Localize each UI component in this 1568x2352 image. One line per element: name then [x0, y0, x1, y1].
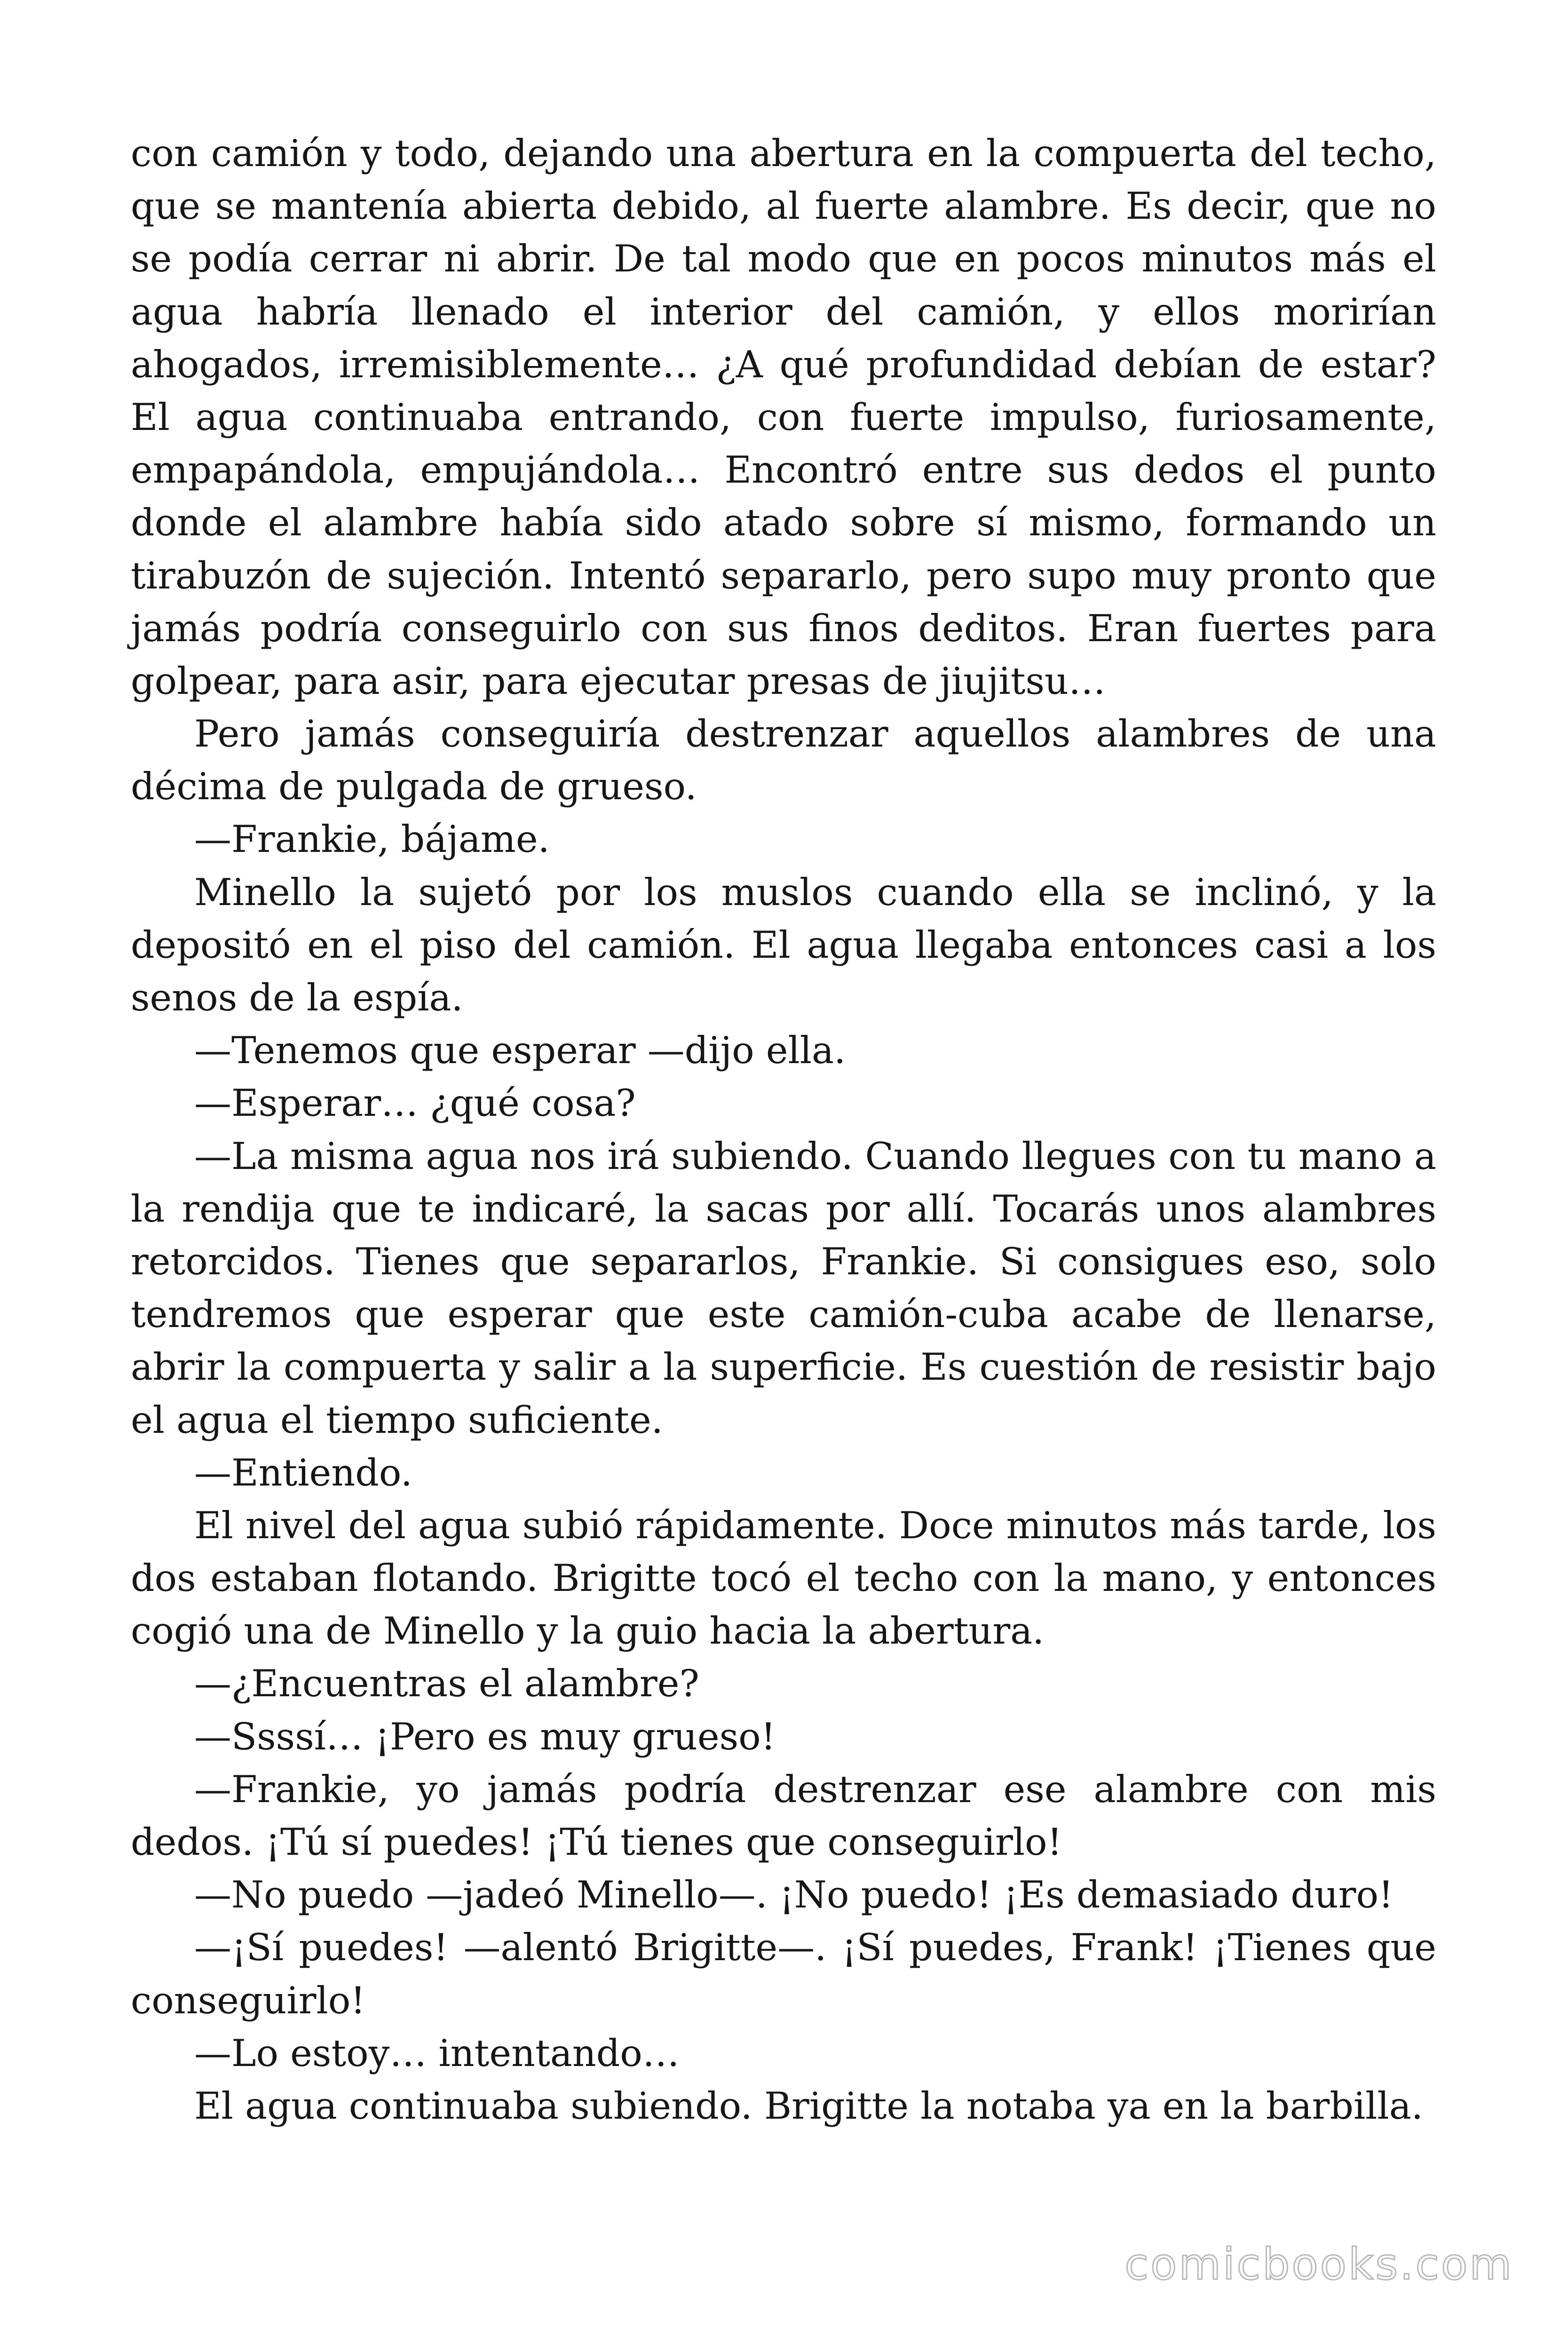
paragraph: —No puedo —jadeó Minello—. ¡No puedo! ¡Es demasiado duro! — [194, 1873, 1394, 1917]
paragraph: —Tenemos que esperar —dijo ella. — [194, 1029, 846, 1073]
paragraph: —Frankie, bájame. — [194, 818, 550, 861]
watermark: comicbooks.com — [1125, 2239, 1513, 2289]
paragraph: con camión y todo, dejando una abertura en la compuerta del techo, que se mantenía abierta debido, al fuerte alambre. Es decir, que no se podía cerrar ni abrir. De tal modo que en pocos minutos más el agua habría llenado el interior del camión, y ellos morirían ahogados, irremisiblemente… ¿A qué profundidad debían de estar? El agua continuaba entrando, con fuerte impulso, furiosamente, empapándola, empujándola… Encontró entre sus dedos el punto donde el alambre había sido atado sobre sí mismo, formando un tirabuzón de sujeción. Intentó separarlo, pero supo muy pronto que jamás podría conseguirlo con sus finos deditos. Eran fuertes para golpear, para asir, para ejecutar presas de jiujitsu… — [131, 132, 1436, 703]
body-text — [131, 127, 1436, 2132]
paragraph: Pero jamás conseguiría destrenzar aquellos alambres de una décima de pulgada de grueso. — [131, 712, 1436, 809]
paragraph: El nivel del agua subió rápidamente. Doce minutos más tarde, los dos estaban flotando. Brigitte tocó el techo con la mano, y entonces cogió una de Minello y la guio hacia la abertura. — [131, 1503, 1436, 1653]
paragraph: —Lo estoy… intentando… — [194, 2031, 680, 2075]
paragraph: —¿Encuentras el alambre? — [194, 1662, 699, 1706]
paragraph: —Ssssí… ¡Pero es muy grueso! — [194, 1715, 776, 1758]
paragraph: El agua continuaba subiendo. Brigitte la notaba ya en la barbilla. — [194, 2084, 1423, 2128]
paragraph: —¡Sí puedes! —alentó Brigitte—. ¡Sí puedes, Frank! ¡Tienes que conseguirlo! — [131, 1926, 1436, 2022]
paragraph: —Entiendo. — [194, 1451, 413, 1494]
paragraph: Minello la sujetó por los muslos cuando ella se inclinó, y la depositó en el piso del camión. El agua llegaba entonces casi a los senos de la espía. — [131, 870, 1436, 1019]
paragraph: —Frankie, yo jamás podría destrenzar ese alambre con mis dedos. ¡Tú sí puedes! ¡Tú tienes que conseguirlo! — [131, 1767, 1436, 1864]
paragraph: —La misma agua nos irá subiendo. Cuando llegues con tu mano a la rendija que te indicaré, la sacas por allí. Tocarás unos alambres retorcidos. Tienes que separarlos, Frankie. Si consigues eso, solo tendremos que esperar que este camión-cuba acabe de llenarse, abrir la compuerta y salir a la superficie. Es cuestión de resistir bajo el agua el tiempo suficiente. — [131, 1134, 1436, 1442]
paragraph: —Esperar… ¿qué cosa? — [194, 1081, 636, 1125]
